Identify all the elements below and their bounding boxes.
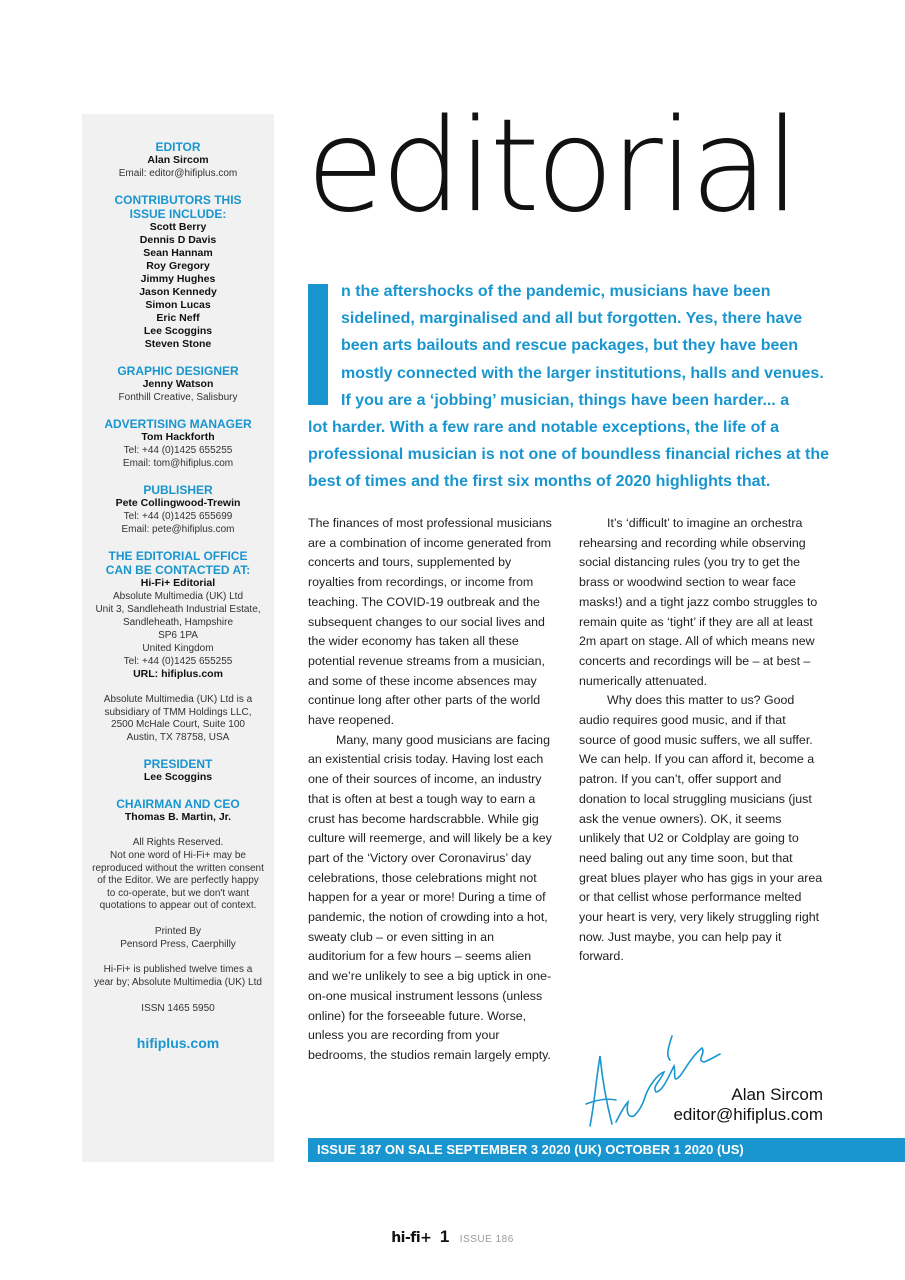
editor-section <box>82 140 274 180</box>
advertising-email: Email: tom@hifiplus.com <box>122 458 234 469</box>
body-paragraph: Why does this matter to us? Good audio requires good music, and if that source of good music suffers, we all suffer. We can help. If you can afford it, become a patron. If you can’t, offer support and donation to local struggling musicians (just ask the venue owners). OK, it seems unlikely that U2 or Coldplay are going to need baling out any time soon, but that great blues player who has gigs in your area or that cellist whose performance melted your heart is very, very likely struggling right now. Just maybe, you can help pay it forward. <box>579 693 823 964</box>
publisher-section <box>82 483 274 536</box>
signoff-name: Alan Sircom <box>731 1085 823 1104</box>
designer-company: Fonthill Creative, Salisbury <box>118 392 238 403</box>
publication-note <box>82 964 274 989</box>
designer-name: Jenny Watson <box>142 378 214 390</box>
lead-line: been arts bailouts and rescue packages, but they have been <box>341 337 799 355</box>
next-issue-banner: ISSUE 187 ON SALE SEPTEMBER 3 2020 (UK) OCTOBER 1 2020 (US) <box>308 1138 905 1162</box>
designer-section <box>82 364 274 404</box>
rights-line: quotations to appear out of context. <box>99 900 257 912</box>
rights-note <box>82 837 274 913</box>
contributor-name: Scott Berry <box>149 221 207 233</box>
office-heading-1: THE EDITORIAL OFFICE <box>108 549 248 563</box>
contributor-name: Lee Scoggins <box>143 325 213 337</box>
contributor-name: Eric Neff <box>156 312 200 324</box>
rights-line: reproduced without the written consent <box>92 862 264 874</box>
advertising-heading: ADVERTISING MANAGER <box>104 417 252 431</box>
rights-line: to co-operate, but we don't want <box>107 887 249 899</box>
chairman-name: Thomas B. Martin, Jr. <box>124 811 232 824</box>
website-link[interactable]: hifiplus.com <box>136 1035 220 1052</box>
contributor-name: Jason Kennedy <box>139 286 217 298</box>
rights-line: of the Editor. We are perfectly happy <box>97 875 259 887</box>
subsidiary-line: Absolute Multimedia (UK) Ltd is a <box>103 694 253 705</box>
issn: ISSN 1465 5950 <box>141 1003 215 1015</box>
lead-paragraph <box>308 278 829 496</box>
office-address-line: Sandleheath, Hampshire <box>122 617 234 628</box>
office-url: URL: hifiplus.com <box>133 668 223 680</box>
lead-line: best of times and the first six months of 2020 highlights that. <box>308 473 771 491</box>
subsidiary-line: Austin, TX 78758, USA <box>126 731 230 743</box>
designer-heading: GRAPHIC DESIGNER <box>117 364 239 378</box>
chairman-heading: CHAIRMAN AND CEO <box>116 797 240 812</box>
page-number: 1 <box>439 1227 450 1246</box>
chairman-section <box>82 797 274 824</box>
president-heading: PRESIDENT <box>143 757 213 772</box>
office-section <box>82 549 274 681</box>
body-paragraph: The finances of most professional musicians are a combination of income generated from concerts and tours, supplemented by royalties from recordings, or income from teaching. The COVID-19 outbreak and the subsequent changes to our social lives and the wider economy has taken all these potential revenue streams from a musician, and some of these income absences may continue long after other parts of the world have reopened. <box>308 516 552 728</box>
office-tel: Tel: +44 (0)1425 655255 <box>123 656 233 667</box>
rights-line: Not one word of Hi-Fi+ may be <box>110 849 246 861</box>
lead-line: sidelined, marginalised and all but forgotten. Yes, there have <box>341 310 803 328</box>
contributor-name: Jimmy Hughes <box>140 273 216 285</box>
advertising-tel: Tel: +44 (0)1425 655255 <box>123 445 233 456</box>
lead-line: professional musician is not one of boundless financial riches at the <box>308 446 829 464</box>
masthead-sidebar <box>82 114 274 1162</box>
printer-line: Printed By <box>154 925 202 937</box>
body-paragraph: It’s ‘difficult’ to imagine an orchestra rehearsing and recording while observing social distancing rules (you try to get the brass or woodwind section to wear face masks!) and a tight jazz combo struggles to remain quite as ‘tight’ if they are all at least 2m apart on stage. All of which means new concerts and recordings will be – at best – numerically attenuated. <box>579 516 818 688</box>
printer-line: Pensord Press, Caerphilly <box>120 938 236 950</box>
president-section <box>82 757 274 784</box>
publisher-tel: Tel: +44 (0)1425 655699 <box>123 511 233 522</box>
signoff-email[interactable]: editor@hifiplus.com <box>673 1105 823 1124</box>
editor-name: Alan Sircom <box>147 154 209 166</box>
body-column-2 <box>579 514 823 967</box>
subsidiary-line: subsidiary of TMM Holdings LLC, <box>104 706 252 718</box>
subsidiary-line: 2500 McHale Court, Suite 100 <box>111 719 245 731</box>
publication-line: Hi-Fi+ is published twelve times a <box>103 964 253 976</box>
office-address-line: Absolute Multimedia (UK) Ltd <box>112 591 244 602</box>
contributors-heading-2: ISSUE INCLUDE: <box>129 207 227 221</box>
publisher-heading: PUBLISHER <box>143 483 213 497</box>
president-name: Lee Scoggins <box>143 771 213 784</box>
editor-email: Email: editor@hifiplus.com <box>118 168 238 179</box>
office-name: Hi-Fi+ Editorial <box>140 577 216 589</box>
contributor-name: Sean Hannam <box>143 247 213 259</box>
contributor-name: Dennis D Davis <box>139 234 217 246</box>
lead-line: lot harder. With a few rare and notable exceptions, the life of a <box>308 419 780 437</box>
office-address-line: Unit 3, Sandleheath Industrial Estate, <box>95 604 261 615</box>
printer-note <box>82 926 274 951</box>
page-title: editorial <box>306 92 797 241</box>
lead-line: If you are a ‘jobbing’ musician, things have been harder... a <box>341 391 790 409</box>
publisher-name: Pete Collingwood-Trewin <box>115 497 241 509</box>
contributors-section <box>82 193 274 351</box>
subsidiary-note <box>82 694 274 744</box>
contributor-name: Simon Lucas <box>145 299 211 311</box>
publisher-email: Email: pete@hifiplus.com <box>121 524 235 535</box>
contributor-name: Roy Gregory <box>146 260 210 272</box>
office-address-line: SP6 1PA <box>158 630 198 641</box>
signoff <box>673 1085 823 1125</box>
contributors-heading-1: CONTRIBUTORS THIS <box>114 193 242 207</box>
office-address-line: United Kingdom <box>142 643 214 654</box>
rights-line: All Rights Reserved. <box>132 837 224 849</box>
editor-heading: EDITOR <box>155 140 201 154</box>
hifi-plus-logo: hi-fi+ <box>391 1230 432 1246</box>
body-column-1 <box>308 514 552 1066</box>
lead-line: mostly connected with the larger institutions, halls and venues. <box>341 364 824 382</box>
advertising-name: Tom Hackforth <box>141 431 215 443</box>
body-paragraph: Many, many good musicians are facing an existential crisis today. Having lost each one of their sources of income, an industry that is often at best a tough way to earn a crust has become hardscrabble. While gig culture will reemerge, and will likely be a key part of the ‘Victory over Coronavirus’ day celebrations, those celebrations might not happen for a year or more! During a time of pandemic, the notion of crowding into a hot, sweaty club – or even sitting in an auditorium for a few hours – seems alien and we’re unlikely to see a big uptick in one-on-one musical instrument lessons (unless online) for the forseeable future. Worse, unless you are recording from your bedrooms, the studios remain largely empty. <box>308 732 552 1062</box>
contributor-name: Steven Stone <box>144 338 212 350</box>
office-heading-2: CAN BE CONTACTED AT: <box>105 563 251 577</box>
publication-line: year by; Absolute Multimedia (UK) Ltd <box>94 976 262 988</box>
lead-line: n the aftershocks of the pandemic, musicians have been <box>341 283 771 300</box>
issue-number: ISSUE 186 <box>459 1234 514 1245</box>
page-footer <box>0 1227 905 1247</box>
advertising-section <box>82 417 274 470</box>
